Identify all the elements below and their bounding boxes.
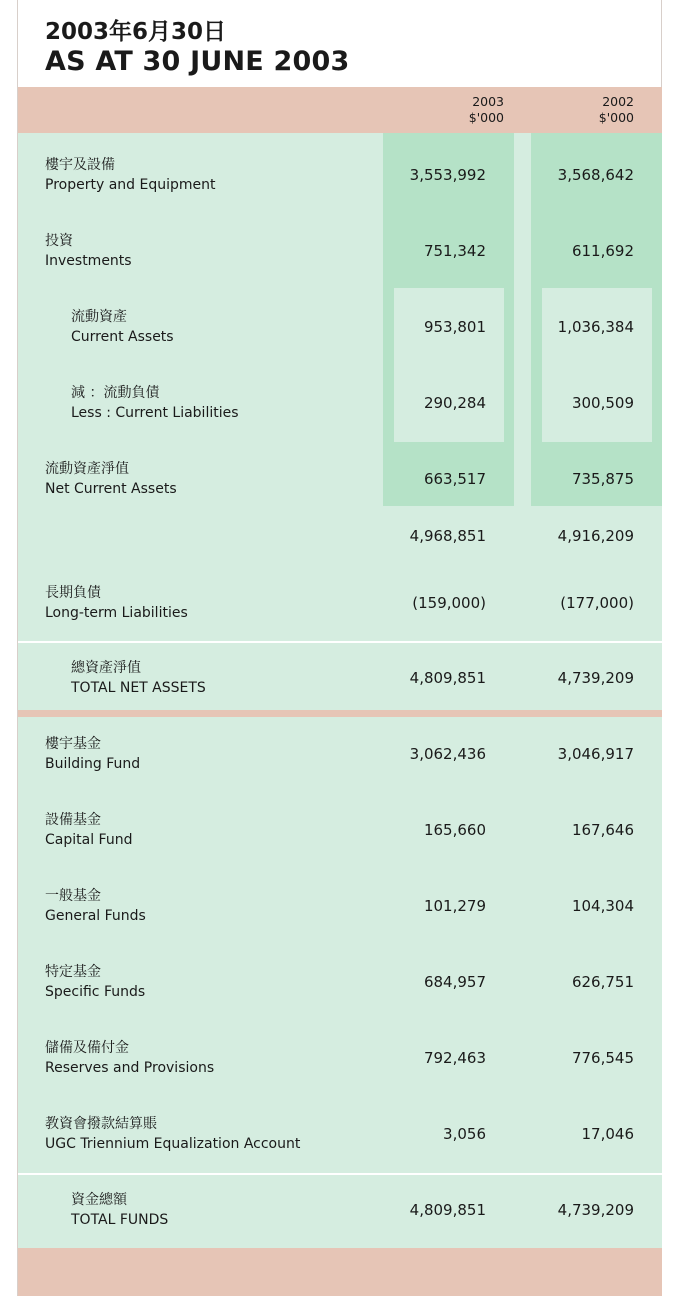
value-2003: 4,968,851 — [409, 527, 486, 545]
statement-title — [45, 18, 350, 78]
row-label — [45, 231, 132, 271]
row-total-funds — [0, 1190, 680, 1230]
header-year-2003: 2003 — [472, 94, 504, 109]
value-2002: 1,036,384 — [557, 318, 634, 336]
row-label-zh: 設備基金 — [45, 812, 101, 828]
value-2003: 4,809,851 — [409, 1201, 486, 1219]
row-label-en: Building Fund — [45, 756, 141, 772]
value-2002: 4,739,209 — [557, 669, 634, 687]
row-current-assets — [0, 307, 680, 347]
header-unit-2002: $'000 — [598, 110, 634, 125]
row-label-en: Current Assets — [71, 329, 174, 345]
value-2003: 3,056 — [443, 1125, 486, 1143]
column-header-band — [18, 87, 662, 133]
value-2003: 3,553,992 — [409, 166, 486, 184]
value-2002: 626,751 — [571, 973, 634, 991]
value-2003: 663,517 — [423, 470, 486, 488]
row-ugc-equalization — [0, 1114, 680, 1154]
value-2003: 4,809,851 — [409, 669, 486, 687]
value-2003: 165,660 — [423, 821, 486, 839]
value-2003: 101,279 — [423, 897, 486, 915]
value-2002: (177,000) — [560, 594, 634, 612]
title-zh: 2003年6月30日 — [45, 19, 227, 45]
row-label-en: General Funds — [45, 908, 146, 924]
value-2003: 3,062,436 — [409, 745, 486, 763]
row-label-zh: 流動資產 — [71, 309, 127, 325]
row-label-zh: 資金總額 — [71, 1192, 127, 1208]
section-divider — [18, 710, 662, 717]
value-2002: 104,304 — [571, 897, 634, 915]
value-2003: 290,284 — [423, 394, 486, 412]
value-2002: 4,916,209 — [557, 527, 634, 545]
row-label-en: Long-term Liabilities — [45, 605, 188, 621]
row-label-en: Capital Fund — [45, 832, 133, 848]
row-current-liabilities — [0, 383, 680, 423]
row-label — [71, 383, 239, 423]
row-label — [45, 583, 188, 623]
row-label-zh: 減 ：流動負債 — [71, 385, 160, 401]
row-label — [45, 155, 215, 195]
footer-band — [18, 1248, 662, 1296]
row-label-zh: 流動資產淨值 — [45, 461, 129, 477]
header-year-2002: 2002 — [602, 94, 634, 109]
row-label-zh: 投資 — [45, 233, 73, 249]
row-label-en: Specific Funds — [45, 984, 146, 1000]
value-2003: 792,463 — [423, 1049, 486, 1067]
row-label — [45, 459, 177, 499]
value-2003: 953,801 — [423, 318, 486, 336]
row-label-en: Net Current Assets — [45, 481, 177, 497]
row-label — [45, 1038, 214, 1078]
row-subtotal — [0, 516, 680, 556]
row-label-zh: 樓宇及設備 — [45, 157, 115, 173]
row-long-term-liabilities — [0, 583, 680, 623]
value-2002: 776,545 — [571, 1049, 634, 1067]
row-label-zh: 總資產淨值 — [71, 660, 141, 676]
row-label-en: Investments — [45, 253, 132, 269]
row-label-zh: 一般基金 — [45, 888, 101, 904]
row-label — [45, 1114, 300, 1154]
row-label-zh: 儲備及備付金 — [45, 1040, 129, 1056]
row-net-current-assets — [0, 459, 680, 499]
row-general-funds — [0, 886, 680, 926]
row-label — [71, 1190, 168, 1230]
row-label — [71, 658, 206, 698]
row-label-zh: 長期負債 — [45, 585, 101, 601]
row-label — [45, 886, 146, 926]
separator-line — [18, 641, 662, 643]
row-label — [45, 734, 140, 774]
row-label-zh: 教資會撥款結算賬 — [45, 1116, 157, 1132]
row-label-en: TOTAL FUNDS — [71, 1212, 169, 1228]
value-2002: 3,046,917 — [557, 745, 634, 763]
row-total-net-assets — [0, 658, 680, 698]
row-capital-fund — [0, 810, 680, 850]
row-label — [71, 307, 174, 347]
value-2002: 17,046 — [581, 1125, 634, 1143]
value-2002: 3,568,642 — [557, 166, 634, 184]
value-2002: 611,692 — [571, 242, 634, 260]
value-2003: 751,342 — [423, 242, 486, 260]
row-label-en: TOTAL NET ASSETS — [71, 680, 206, 696]
row-investments — [0, 231, 680, 271]
value-2002: 300,509 — [571, 394, 634, 412]
value-2002: 4,739,209 — [557, 1201, 634, 1219]
row-label-en: Property and Equipment — [45, 177, 216, 193]
row-label-en: Less : Current Liabilities — [71, 405, 239, 421]
value-2002: 735,875 — [571, 470, 634, 488]
row-label-en: UGC Triennium Equalization Account — [45, 1136, 301, 1152]
title-en: AS AT 30 JUNE 2003 — [45, 46, 350, 77]
row-reserves-provisions — [0, 1038, 680, 1078]
row-label-zh: 樓宇基金 — [45, 736, 101, 752]
column-header-2003 — [424, 94, 504, 126]
row-label-zh: 特定基金 — [45, 964, 101, 980]
row-label — [45, 810, 132, 850]
row-specific-funds — [0, 962, 680, 1002]
column-header-2002 — [554, 94, 634, 126]
row-label-en: Reserves and Provisions — [45, 1060, 215, 1076]
row-label — [45, 962, 145, 1002]
value-2002: 167,646 — [571, 821, 634, 839]
value-2003: (159,000) — [412, 594, 486, 612]
row-property-equipment — [0, 155, 680, 195]
separator-line — [18, 1173, 662, 1175]
value-2003: 684,957 — [423, 973, 486, 991]
header-unit-2003: $'000 — [468, 110, 504, 125]
row-building-fund — [0, 734, 680, 774]
